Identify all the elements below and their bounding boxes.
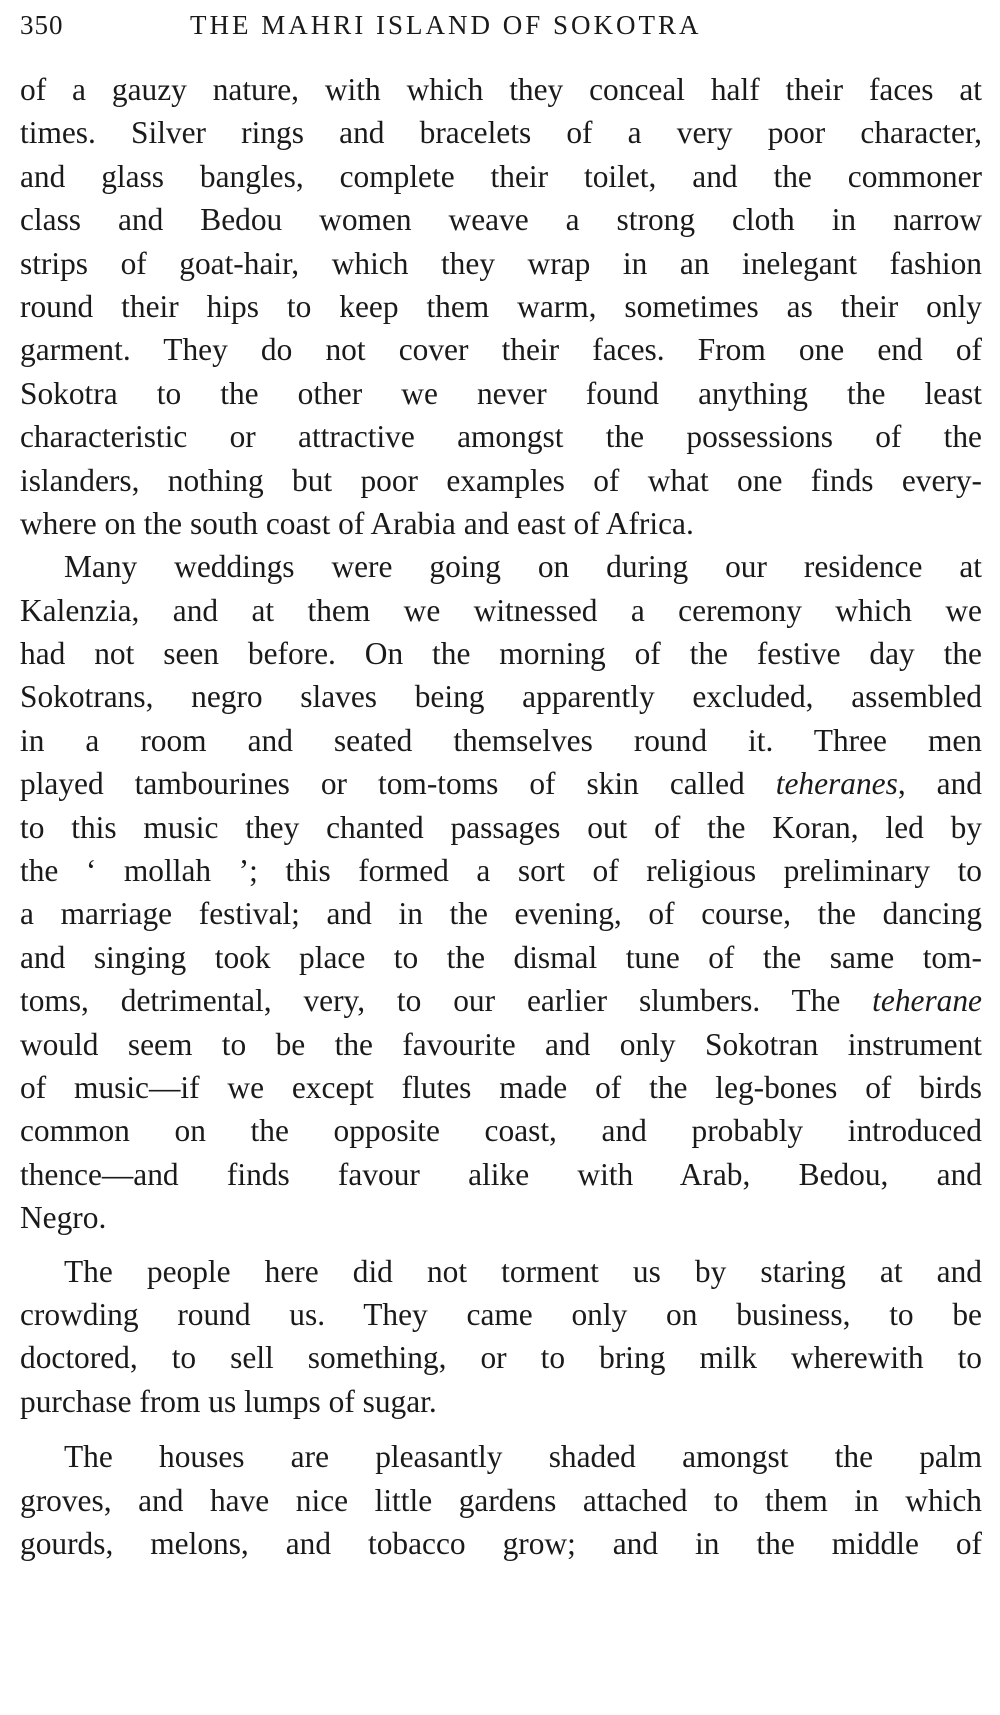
paragraph: [20, 68, 982, 545]
text-line: to this music they chanted passages out of the Koran, led by: [20, 809, 982, 845]
text-line: Sokotrans, negro slaves being apparently excluded, assembled: [20, 679, 982, 715]
paragraph: [20, 1250, 982, 1424]
text-line: groves, and have nice little gardens attached to them in which: [20, 1482, 982, 1518]
body-text: [20, 68, 982, 1565]
text-line: in a room and seated themselves round it. Three men: [20, 722, 982, 758]
text-line: round their hips to keep them warm, sometimes as their only: [20, 288, 982, 324]
text-line: played tambourines or tom-toms of skin called teheranes, and: [20, 766, 982, 802]
running-head: THE MAHRI ISLAND OF SOKOTRA: [190, 10, 702, 40]
text-line: class and Bedou women weave a strong cloth in narrow: [20, 202, 982, 238]
text-line: and singing took place to the dismal tune of the same tom-: [20, 939, 982, 975]
text-line: toms, detrimental, very, to our earlier slumbers. The teherane: [20, 983, 982, 1019]
text-line: crowding round us. They came only on business, to be: [20, 1296, 982, 1332]
text-line: a marriage festival; and in the evening, of course, the dancing: [20, 896, 982, 932]
text-line: strips of goat-hair, which they wrap in an inelegant fashion: [20, 245, 982, 281]
text-line: and glass bangles, complete their toilet, and the commoner: [20, 158, 982, 194]
text-line: Negro.: [20, 1200, 107, 1236]
text-line: purchase from us lumps of sugar.: [20, 1383, 437, 1419]
text-line: Sokotra to the other we never found anything the least: [20, 375, 982, 411]
text-line: garment. They do not cover their faces. From one end of: [20, 332, 982, 368]
paragraph: [20, 545, 982, 1239]
text-line: Kalenzia, and at them we witnessed a ceremony which we: [20, 592, 982, 628]
text-line: islanders, nothing but poor examples of what one finds every-: [20, 462, 982, 498]
text-line: the ‘ mollah ’; this formed a sort of religious preliminary to: [20, 853, 982, 889]
page-number: 350: [20, 10, 64, 40]
text-line: gourds, melons, and tobacco grow; and in the middle of: [20, 1525, 982, 1561]
text-line: The houses are pleasantly shaded amongst the palm: [64, 1439, 982, 1475]
text-line: Many weddings were going on during our residence at: [64, 549, 982, 585]
text-line: where on the south coast of Arabia and east of Africa.: [20, 505, 694, 541]
text-line: had not seen before. On the morning of the festive day the: [20, 636, 982, 672]
text-line: of a gauzy nature, with which they conceal half their faces at: [20, 72, 982, 107]
text-line: The people here did not torment us by staring at and: [64, 1253, 982, 1289]
text-line: would seem to be the favourite and only Sokotran instrument: [20, 1026, 982, 1062]
text-line: doctored, to sell something, or to bring milk wherewith to: [20, 1340, 982, 1376]
text-line: common on the opposite coast, and probably introduced: [20, 1113, 982, 1149]
paragraph: [20, 1435, 982, 1565]
text-line: characteristic or attractive amongst the possessions of the: [20, 419, 982, 455]
text-line: times. Silver rings and bracelets of a very poor character,: [20, 115, 982, 151]
text-line: thence—and finds favour alike with Arab, Bedou, and: [20, 1156, 982, 1192]
text-line: of music—if we except flutes made of the leg-bones of birds: [20, 1069, 982, 1105]
page-header: [20, 4, 980, 44]
